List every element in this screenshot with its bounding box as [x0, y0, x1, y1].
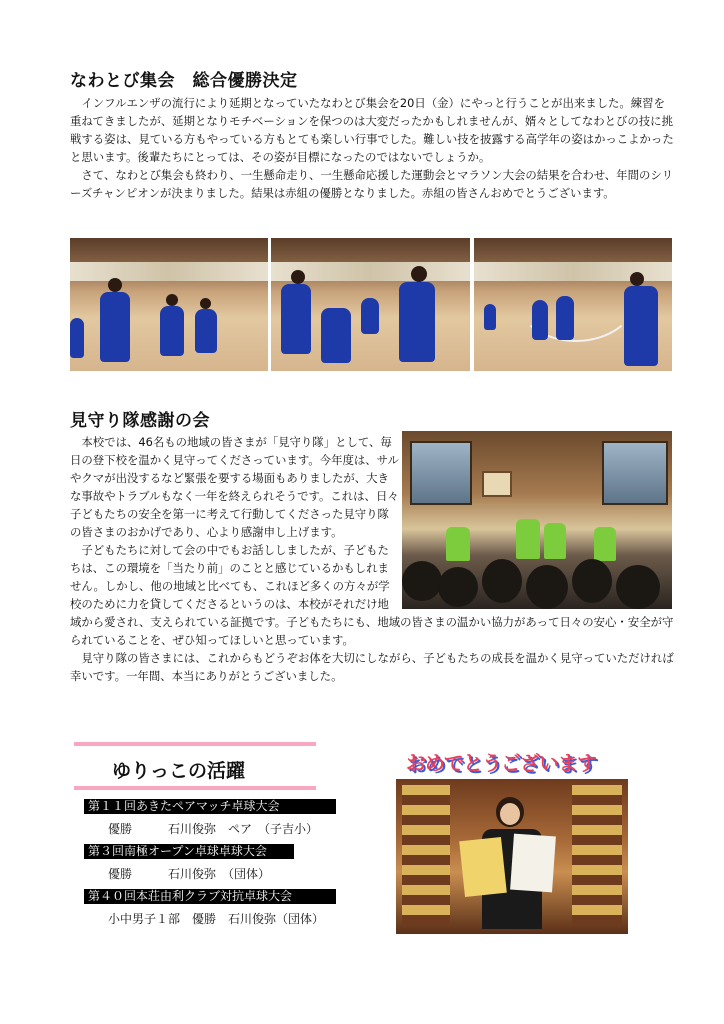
event-result: 優勝 石川俊弥 ペア （子吉小）	[108, 822, 319, 836]
section1-body	[70, 94, 676, 202]
event-title: 第４０回本荘由利クラブ対抗卓球大会	[84, 889, 336, 904]
title-underline	[74, 742, 316, 746]
title-underline	[74, 786, 316, 790]
award-photo	[396, 779, 628, 934]
section1-paragraph: さて、なわとび集会も終わり、一生懸命走り、一生懸命応援した運動会とマラソン大会の結果を合わせ、年間のシリーズチャンピオンが決まりました。結果は赤組の優勝となりました。赤組の皆さんおめでとうございます。	[70, 168, 674, 200]
section2-paragraph: 本校では、46名もの地域の皆さまが「見守り隊」として、毎日の登下校を温かく見守ってくださっています。今年度は、サルやクマが出没するなど緊張を要する場面もありましたが、大きな事故やトラブルもなく一年を終えられそうです。これは、日々子どもたちの安全を第一に考えて行動してくださった見守り隊の皆さまのおかげであり、心より感謝申し上げます。	[70, 435, 399, 539]
event-result: 優勝 石川俊弥 （団体）	[108, 867, 271, 881]
section2-body-wrap	[70, 433, 676, 685]
section2-title: 見守り隊感謝の会	[70, 411, 210, 431]
event-title: 第３回南極オープン卓球卓球大会	[84, 844, 294, 859]
event-title: 第１１回あきたペアマッチ卓球大会	[84, 799, 336, 814]
section1-paragraph: インフルエンザの流行により延期となっていたなわとび集会を20日（金）にやっと行うことが出来ました。練習を重ねてきましたが、延期となりモチベーションを保つのは大変だったかもしれませんが、婿々としてなわとびの技に挑戦する姿は、見ている方もやっている方もとても楽しい行事でした。難しい技を披露する高学年の姿はかっこよかったと思います。後輩たちにとっては、その姿が目標になったのではないでしょうか。	[70, 96, 674, 164]
event-result: 小中男子１部 優勝 石川俊弥（団体）	[108, 912, 325, 926]
congrats-heading: おめでとうございます	[406, 751, 596, 775]
section2-paragraph: 見守り隊の皆さまには、これからもどうぞお体を大切にしながら、子どもたちの成長を温かく見守っていただければ幸いです。一年間、本当にありがとうございました。	[70, 651, 674, 683]
section1-title: なわとび集会 総合優勝決定	[70, 71, 298, 91]
section2-paragraph: 子どもたちに対して会の中でもお話ししましたが、子どもたちは、この環境を「当たり前」のことと感じているかもしれません。しかし、他の地域と比べても、これほど多くの方々が学校のために力を貸してくださるというのは、本校がそれだけ地域から愛され、支えられている証拠です。子どもたちにも、地域の皆さまの温かい協力があって日々の安心・安全が守られていることを、ぜひ知ってほしいと思っています。	[70, 543, 674, 647]
jump-rope-photo	[70, 238, 268, 371]
jump-rope-photo	[271, 238, 470, 371]
jump-rope-photo	[474, 238, 672, 371]
achievements-title: ゆりっこの活躍	[112, 760, 246, 782]
